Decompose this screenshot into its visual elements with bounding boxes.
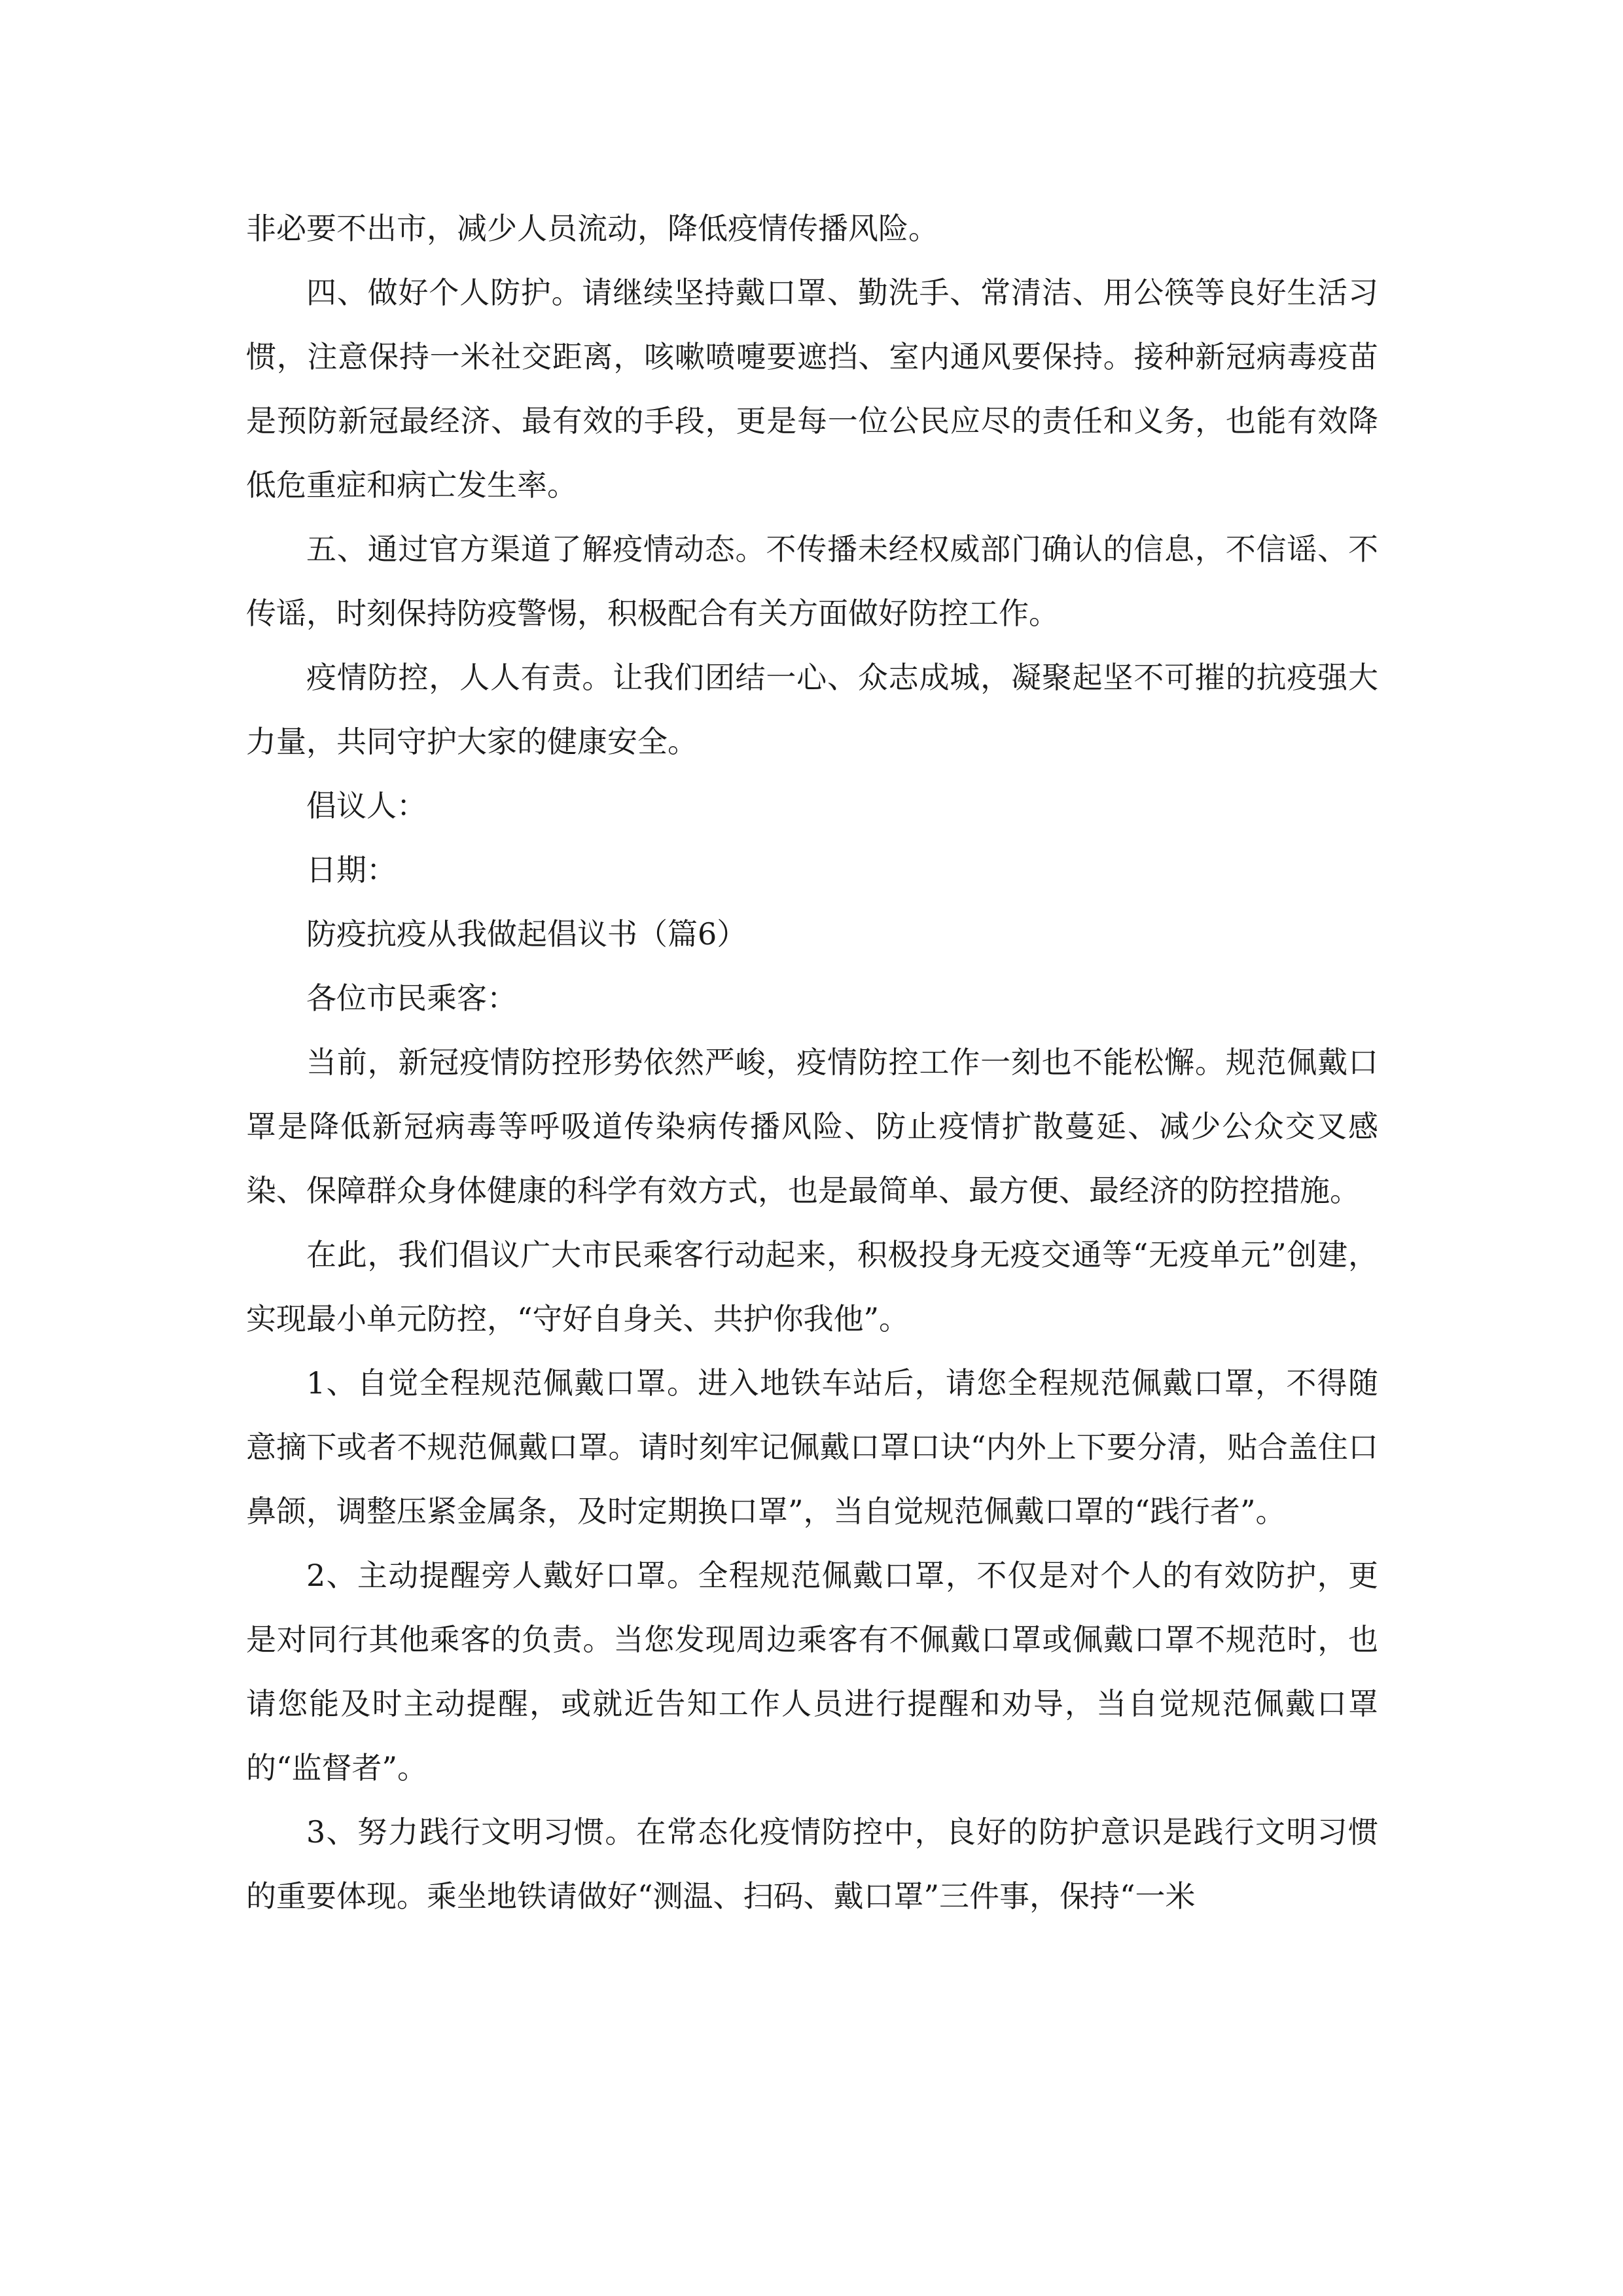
signature-date: 日期： (306, 852, 397, 888)
paragraph-initiative: 在此，我们倡议广大市民乘客行动起来，积极投身无疫交通等“无疫单元”创建，实现最小单元防控，“守好自身关、共护你我他”。 (246, 1237, 1378, 1336)
paragraph-item-1: 1、自觉全程规范佩戴口罩。进入地铁车站后，请您全程规范佩戴口罩，不得随意摘下或者不规范佩戴口罩。请时刻牢记佩戴口罩口诀“内外上下要分清，贴合盖住口鼻颌，调整压紧金属条，及时定期换口罩”，当自觉规范佩戴口罩的“践行者”。 (246, 1365, 1378, 1529)
paragraph-personal-protection: 四、做好个人防护。请继续坚持戴口罩、勤洗手、常清洁、用公筷等良好生活习惯，注意保持一米社交距离，咳嗽喷嚏要遮挡、室内通风要保持。接种新冠病毒疫苗是预防新冠最经济、最有效的手段，更是每一位公民应尽的责任和义务，也能有效降低危重症和病亡发生率。 (246, 275, 1378, 503)
paragraph-responsibility: 疫情防控，人人有责。让我们团结一心、众志成城，凝聚起坚不可摧的抗疫强大力量，共同守护大家的健康安全。 (246, 660, 1378, 759)
paragraph-item-3: 3、努力践行文明习惯。在常态化疫情防控中，良好的防护意识是践行文明习惯的重要体现。乘坐地铁请做好“测温、扫码、戴口罩”三件事，保持“一米 (246, 1814, 1378, 1914)
section-title: 防疫抗疫从我做起倡议书（篇6） (306, 916, 747, 952)
paragraph-current-situation: 当前，新冠疫情防控形势依然严峻，疫情防控工作一刻也不能松懈。规范佩戴口罩是降低新冠病毒等呼吸道传染病传播风险、防止疫情扩散蔓延、减少公众交叉感染、保障群众身体健康的科学有效方式，也是最简单、最方便、最经济的防控措施。 (246, 1045, 1378, 1208)
paragraph-item-2: 2、主动提醒旁人戴好口罩。全程规范佩戴口罩，不仅是对个人的有效防护，更是对同行其他乘客的负责。当您发现周边乘客有不佩戴口罩或佩戴口罩不规范时，也请您能及时主动提醒，或就近告知工作人员进行提醒和劝导，当自觉规范佩戴口罩的“监督者”。 (246, 1558, 1378, 1785)
paragraph-official-channels: 五、通过官方渠道了解疫情动态。不传播未经权威部门确认的信息，不信谣、不传谣，时刻保持防疫警惕，积极配合有关方面做好防控工作。 (246, 531, 1378, 631)
signature-initiator: 倡议人： (306, 788, 427, 823)
document-body (246, 196, 1378, 1928)
paragraph-continuation: 非必要不出市，减少人员流动，降低疫情传播风险。 (246, 211, 938, 246)
salutation: 各位市民乘客： (306, 980, 517, 1016)
